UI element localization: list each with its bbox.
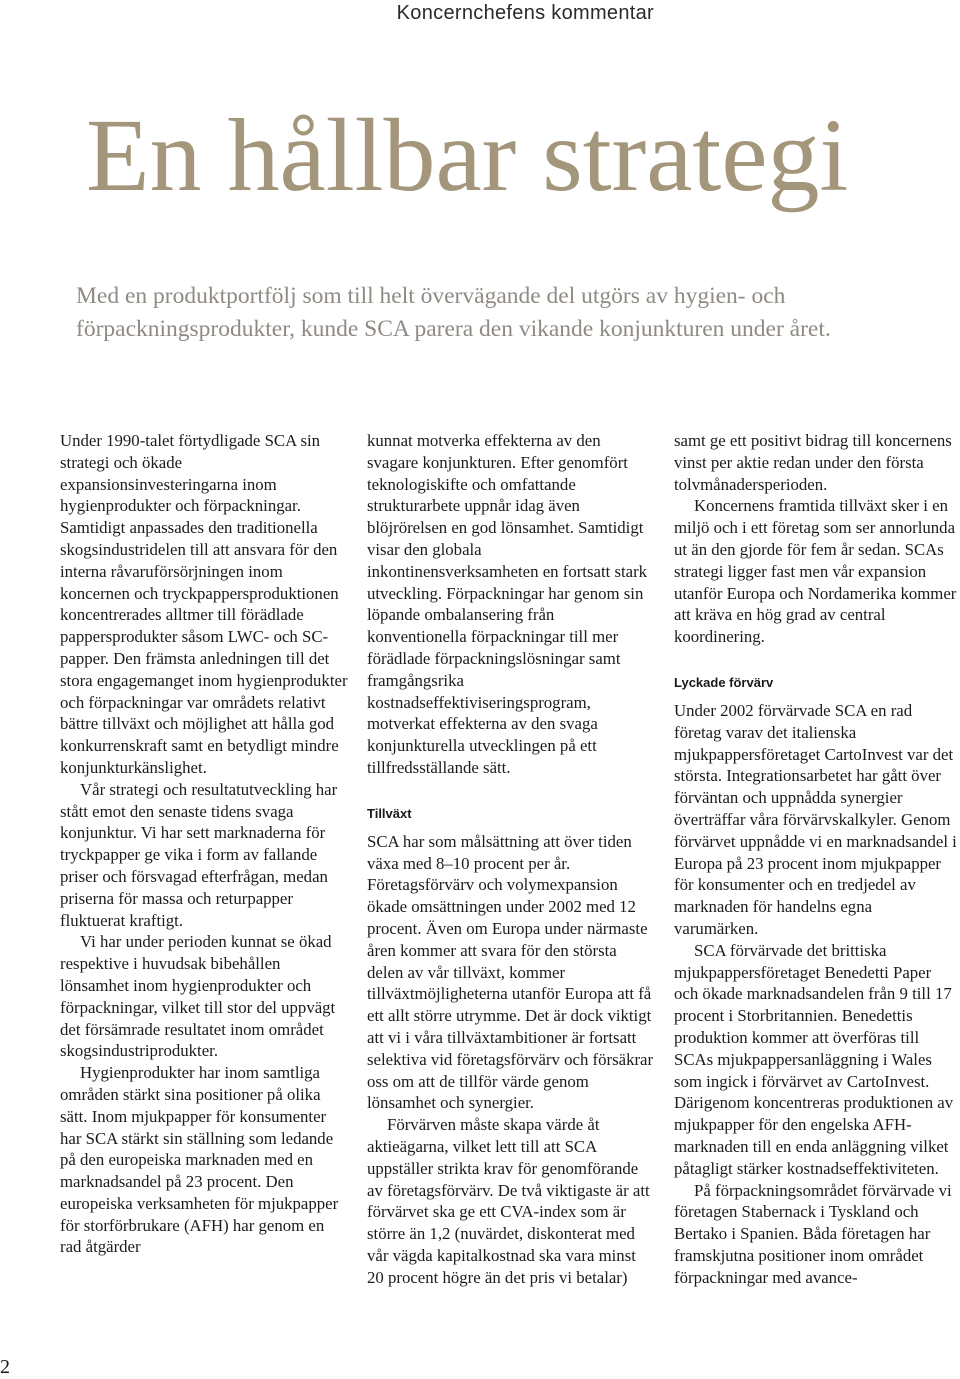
section-label: Koncernchefens kommentar	[396, 2, 654, 24]
col1-paragraph-4: Hygienprodukter har inom samtliga områden stärkt sina positioner på olika sätt. Inom mjukpapper för konsumenter har SCA stärkt sin ställning som ledande på den europeiska marknaden med en marknadsandel på 23 procent. Den europeiska verksamheten för mjukpapper för storförbrukare (AFH) har genom en rad åtgärder	[60, 1063, 339, 1257]
col2-paragraph-1: kunnat motverka effekterna av den svagare konjunkturen. Efter genomfört teknologiskifte och omfattande strukturarbete uppnår idag även blöjrörelsen en god lönsamhet. Samtidigt visar den globala inkontinensverksamheten en fortsatt stark utveckling. Förpackningar har genom sin löpande ombalansering från konventionella förpackningar till mer förädlade förpackningslösningar samt framgångsrika kostnadseffektiviseringsprogram, motverkat effekterna av den svaga konjunkturella utvecklingen på ett tillfredsställande sätt.	[367, 431, 648, 777]
col3-paragraph-4: SCA förvärvade det brittiska mjukpappersföretaget Benedetti Paper och ökade marknadsandelen från 9 till 17 procent i Storbritannien. Benedettis produktion kommer att överföras till SCAs mjukpappersanläggning i Wales som ingick i förvärvet av CartoInvest. Därigenom koncentreras produktionen av mjukpapper för den engelska AFH-marknaden till en enda anläggning vilket påtagligt stärker kostnadseffektiviteten.	[674, 940, 954, 1178]
col1-paragraph-3: Vi har under perioden kunnat se ökad respektive i huvudsak bibehållen lönsamhet inom hygienprodukter och förpackningar, vilket till stor del uppvägt det försämrade resultatet inom området skogsindustriprodukter.	[60, 932, 336, 1061]
text-column-1	[60, 430, 348, 1258]
col1-paragraph-2: Vår strategi och resultatutveckling har stått emot den senaste tidens svaga konjunktur. Vi har sett marknaderna för tryckpapper ge vika i form av fallande priser och försvagad efterfrågan, medan priserna för massa och returpapper fluktuerat kraftigt.	[60, 779, 338, 930]
col3-paragraph-3: Under 2002 förvärvade SCA en rad företag varav det italienska mjukpappersföretaget CartoInvest var det största. Integrationsarbetet har gått över förväntan och uppnådda synergier överträffar våra förvärvskalkyler. Genom förvärvet uppnådde vi en marknadsandel i Europa på 23 procent inom mjukpapper för konsumenter och en tredjedel av marknaden för handelns egna varumärken.	[674, 700, 957, 938]
page-number: 2	[0, 1356, 10, 1378]
col3-paragraph-5: På förpackningsområdet förvärvade vi företagen Stabernack i Tyskland och Bertako i Spanien. Båda företagen har framskjutna positioner inom området förpackningar med avance-	[674, 1180, 952, 1287]
col3-paragraph-1: samt ge ett positivt bidrag till koncernens vinst per aktie redan under den första tolvmånadersperioden.	[674, 431, 952, 494]
subheading-tillvaxt: Tillväxt	[367, 805, 412, 821]
col2-paragraph-2: SCA har som målsättning att över tiden växa med 8–10 procent per år. Företagsförvärv och volymexpansion ökade omsättningen under 2002 med 12 procent. Även om Europa under närmaste åren kommer att svara för den största delen av vår tillväxt, kommer tillväxtmöjligheterna utanför Europa att få ett allt större utrymme. Det är dock viktigt att vi i våra tillväxtambitioner är fortsatt selektiva vid företagsförvärv och försäkrar oss om att de tillför värde genom lönsamhet och synergier.	[367, 831, 654, 1113]
col1-paragraph-1: Under 1990-talet förtydligade SCA sin strategi och ökade expansionsinvesteringarna inom hygienprodukter och förpackningar. Samtidigt anpassades den traditionella skogsindustridelen till att ansvara för den interna råvaruförsörjningen inom koncernen och tryckpappersproduktionen koncentrerades alltmer till förädlade pappersprodukter såsom LWC- och SC-papper. Den främsta anledningen till det stora engagemanget inom hygienprodukter och förpackningar var områdets relativt bättre tillväxt och möjlighet att hålla god konkurrenskraft samt en betydligt mindre konjunkturkänslighet.	[60, 431, 348, 777]
text-column-3	[674, 430, 958, 1288]
lead-paragraph: Med en produktportfölj som till helt övervägande del utgörs av hygien- och förpackningsprodukter, kunde SCA parera den vikande konjunkturen under året.	[76, 283, 831, 342]
text-column-2	[367, 430, 655, 1288]
subheading-lyckade-forvarv: Lyckade förvärv	[674, 674, 774, 690]
col3-paragraph-2: Koncernens framtida tillväxt sker i en miljö och i ett företag som ser annorlunda ut än den gjorde för fem år sedan. SCAs strategi ligger fast men vår expansion utanför Europa och Nordamerika kommer att kräva en hög grad av central koordinering.	[674, 496, 957, 647]
page-title: En hållbar strategi	[86, 98, 849, 213]
col2-paragraph-3: Förvärven måste skapa värde åt aktieägarna, vilket lett till att SCA uppställer strikta krav för genomförande av företagsförvärv. De två viktigaste är att förvärvet ska ge ett CVA-index som är större än 1,2 (nuvärdet, diskonterat med vår vägda kapitalkostnad ska vara minst 20 procent högre än det pris vi betalar)	[367, 1115, 650, 1287]
